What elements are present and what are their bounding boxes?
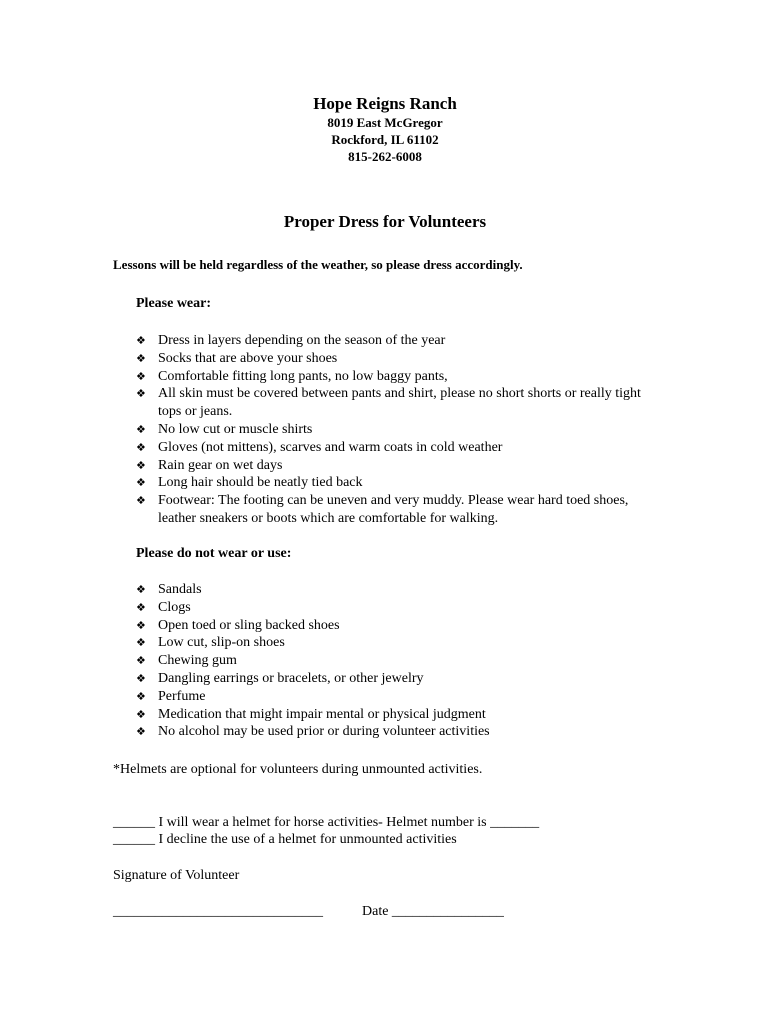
avoid-list <box>136 581 666 741</box>
list-item: ❖ Comfortable fitting long pants, no low baggy pants, <box>136 368 448 384</box>
street-address: 8019 East McGregor <box>327 115 443 130</box>
diamond-bullet-icon: ❖ <box>136 583 146 596</box>
list-item: ❖ Chewing gum <box>136 653 237 669</box>
list-item: ❖ Medication that might impair mental or physical judgment <box>136 706 486 722</box>
list-item: ❖ All skin must be covered between pants and shirt, please no short shorts or really tight tops or jeans. <box>136 386 641 420</box>
diamond-bullet-icon: ❖ <box>136 369 146 383</box>
list-item: ❖ Open toed or sling backed shoes <box>136 617 340 633</box>
list-item: ❖ Clogs <box>136 599 191 615</box>
intro-text: Lessons will be held regardless of the weather, so please dress accordingly. <box>113 257 523 272</box>
diamond-bullet-icon: ❖ <box>136 476 146 490</box>
diamond-bullet-icon: ❖ <box>136 458 146 472</box>
diamond-bullet-icon: ❖ <box>136 689 146 703</box>
diamond-bullet-icon: ❖ <box>136 600 146 614</box>
list-item: ❖ Dress in layers depending on the season of the year <box>136 333 446 348</box>
list-item: ❖ No low cut or muscle shirts <box>136 421 313 437</box>
diamond-bullet-icon: ❖ <box>136 725 146 739</box>
diamond-bullet-icon: ❖ <box>136 494 146 508</box>
list-item: ❖ Long hair should be neatly tied back <box>136 475 363 491</box>
list-item: ❖ No alcohol may be used prior or during volunteer activities <box>136 724 490 740</box>
document-title: Proper Dress for Volunteers <box>283 212 487 231</box>
letterhead <box>0 93 770 165</box>
phone-number: 815-262-6008 <box>348 149 422 164</box>
wear-list <box>136 332 666 528</box>
list-item: ❖ Perfume <box>136 688 206 704</box>
do-not-wear-heading: Please do not wear or use: <box>136 546 292 561</box>
list-item: ❖ Socks that are above your shoes <box>136 350 338 366</box>
diamond-bullet-icon: ❖ <box>136 351 146 365</box>
list-item: ❖ Gloves (not mittens), scarves and warm coats in cold weather <box>136 439 503 455</box>
helmet-decline-line[interactable]: ______ I decline the use of a helmet for unmounted activities <box>113 832 457 847</box>
list-item: ❖ Sandals <box>136 582 202 597</box>
organization-name: Hope Reigns Ranch <box>313 94 457 113</box>
diamond-bullet-icon: ❖ <box>136 422 146 436</box>
date-field[interactable]: Date ________________ <box>362 904 504 919</box>
list-item: ❖ Low cut, slip-on shoes <box>136 635 285 651</box>
list-item: ❖ Footwear: The footing can be uneven and very muddy. Please wear hard toed shoes, leather sneakers or boots which are comfortable for walking. <box>136 493 629 526</box>
signature-label: Signature of Volunteer <box>113 868 240 883</box>
diamond-bullet-icon: ❖ <box>136 636 146 650</box>
diamond-bullet-icon: ❖ <box>136 618 146 632</box>
city-state-zip: Rockford, IL 61102 <box>331 132 439 147</box>
list-item: ❖ Dangling earrings or bracelets, or other jewelry <box>136 670 424 686</box>
list-item: ❖ Rain gear on wet days <box>136 457 283 473</box>
diamond-bullet-icon: ❖ <box>136 654 146 668</box>
please-wear-heading: Please wear: <box>136 296 212 311</box>
diamond-bullet-icon: ❖ <box>136 671 146 685</box>
diamond-bullet-icon: ❖ <box>136 387 146 401</box>
diamond-bullet-icon: ❖ <box>136 707 146 721</box>
diamond-bullet-icon: ❖ <box>136 334 146 347</box>
diamond-bullet-icon: ❖ <box>136 440 146 454</box>
signature-field[interactable]: ______________________________ <box>113 904 323 919</box>
helmet-accept-line[interactable]: ______ I will wear a helmet for horse activities- Helmet number is _______ <box>113 815 540 830</box>
helmet-note: *Helmets are optional for volunteers during unmounted activities. <box>113 762 483 777</box>
